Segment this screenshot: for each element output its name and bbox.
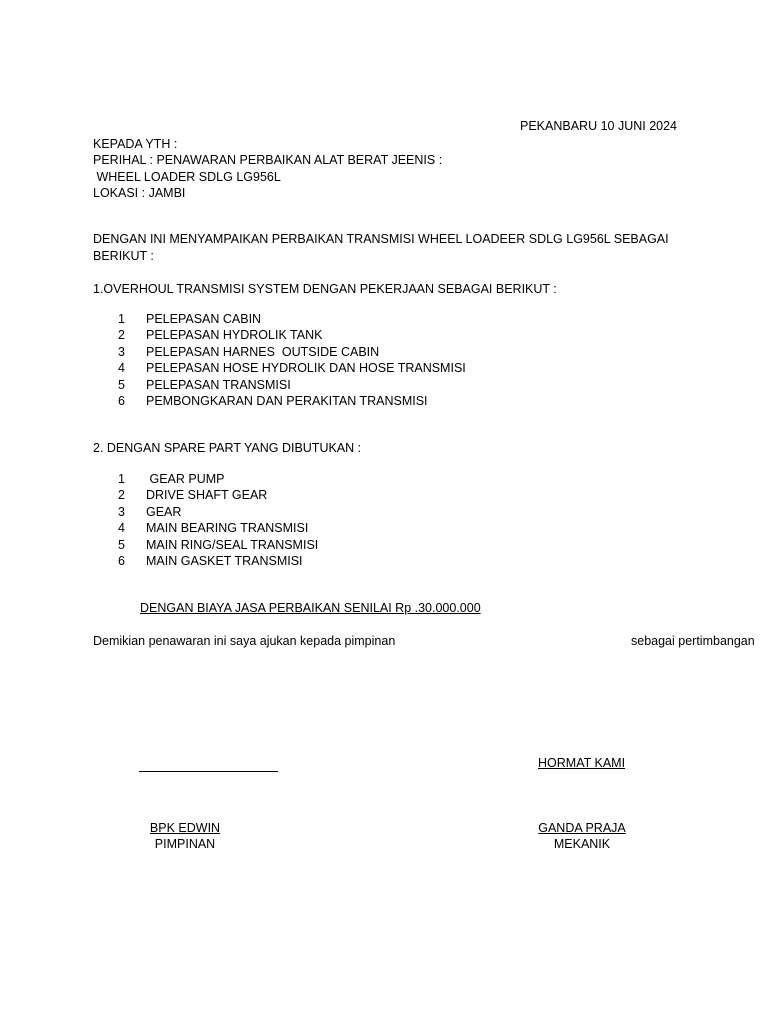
- item-text: MAIN RING/SEAL TRANSMISI: [146, 537, 319, 552]
- letter-date: PEKANBARU 10 JUNI 2024: [520, 119, 678, 133]
- list-item: [118, 311, 466, 327]
- signature-line: [139, 771, 278, 772]
- section2-title: 2. DENGAN SPARE PART YANG DIBUTUKAN :: [93, 441, 362, 455]
- item-text: PEMBONGKARAN DAN PERAKITAN TRANSMISI: [146, 393, 428, 408]
- section1-title: 1.OVERHOUL TRANSMISI SYSTEM DENGAN PEKERJAAN SEBAGAI BERIKUT :: [93, 282, 557, 296]
- item-number: 6: [118, 553, 125, 568]
- item-text: PELEPASAN HARNES OUTSIDE CABIN: [146, 344, 380, 359]
- signer-right-name: GANDA PRAJA: [538, 821, 626, 835]
- item-number: 2: [118, 488, 125, 503]
- item-text: PELEPASAN TRANSMISI: [146, 377, 291, 392]
- list-item: [118, 471, 318, 487]
- list-item: [118, 520, 318, 536]
- item-text: DRIVE SHAFT GEAR: [146, 488, 268, 503]
- recipient-line: KEPADA YTH :: [93, 137, 178, 151]
- item-number: 3: [118, 344, 125, 359]
- item-text: PELEPASAN HOSE HYDROLIK DAN HOSE TRANSMISI: [146, 361, 466, 376]
- list-item: [118, 487, 318, 503]
- item-number: 5: [118, 537, 125, 552]
- intro-line-2: BERIKUT :: [93, 249, 154, 263]
- item-number: 2: [118, 328, 125, 343]
- list-item: [118, 537, 318, 553]
- item-number: 4: [118, 361, 125, 376]
- item-text: GEAR: [146, 504, 182, 519]
- item-number: 6: [118, 393, 125, 408]
- list-item: [118, 377, 466, 393]
- list-item: [118, 553, 318, 569]
- signer-right-role: MEKANIK: [553, 837, 611, 851]
- item-number: 4: [118, 521, 125, 536]
- regards-heading: HORMAT KAMI: [538, 756, 626, 770]
- item-text: MAIN BEARING TRANSMISI: [146, 521, 309, 536]
- item-number: 3: [118, 504, 125, 519]
- list-item: [118, 344, 466, 360]
- work-item-list: [118, 311, 466, 409]
- item-number: 1: [118, 472, 125, 486]
- item-text: GEAR PUMP: [146, 472, 225, 486]
- signer-left-role: PIMPINAN: [154, 837, 216, 851]
- list-item: [118, 360, 466, 376]
- spare-part-list: [118, 471, 318, 569]
- signer-left-name: BPK EDWIN: [149, 821, 221, 835]
- item-text: PELEPASAN CABIN: [146, 312, 262, 326]
- list-item: [118, 327, 466, 343]
- repair-cost-statement: DENGAN BIAYA JASA PERBAIKAN SENILAI Rp .30.000.000: [140, 601, 481, 615]
- item-number: 1: [118, 312, 125, 326]
- item-text: MAIN GASKET TRANSMISI: [146, 553, 303, 568]
- list-item: [118, 393, 466, 409]
- intro-line-1: DENGAN INI MENYAMPAIKAN PERBAIKAN TRANSMISI WHEEL LOADEER SDLG LG956L SEBAGAI: [93, 232, 669, 246]
- list-item: [118, 504, 318, 520]
- closing-text-continued: sebagai pertimbangan: [631, 634, 755, 648]
- item-number: 5: [118, 377, 125, 392]
- equipment-line: WHEEL LOADER SDLG LG956L: [93, 170, 281, 184]
- item-text: PELEPASAN HYDROLIK TANK: [146, 328, 323, 343]
- location-line: LOKASI : JAMBI: [93, 186, 186, 200]
- closing-text: Demikian penawaran ini saya ajukan kepada pimpinan: [93, 634, 396, 648]
- subject-line: PERIHAL : PENAWARAN PERBAIKAN ALAT BERAT JEENIS :: [93, 153, 443, 167]
